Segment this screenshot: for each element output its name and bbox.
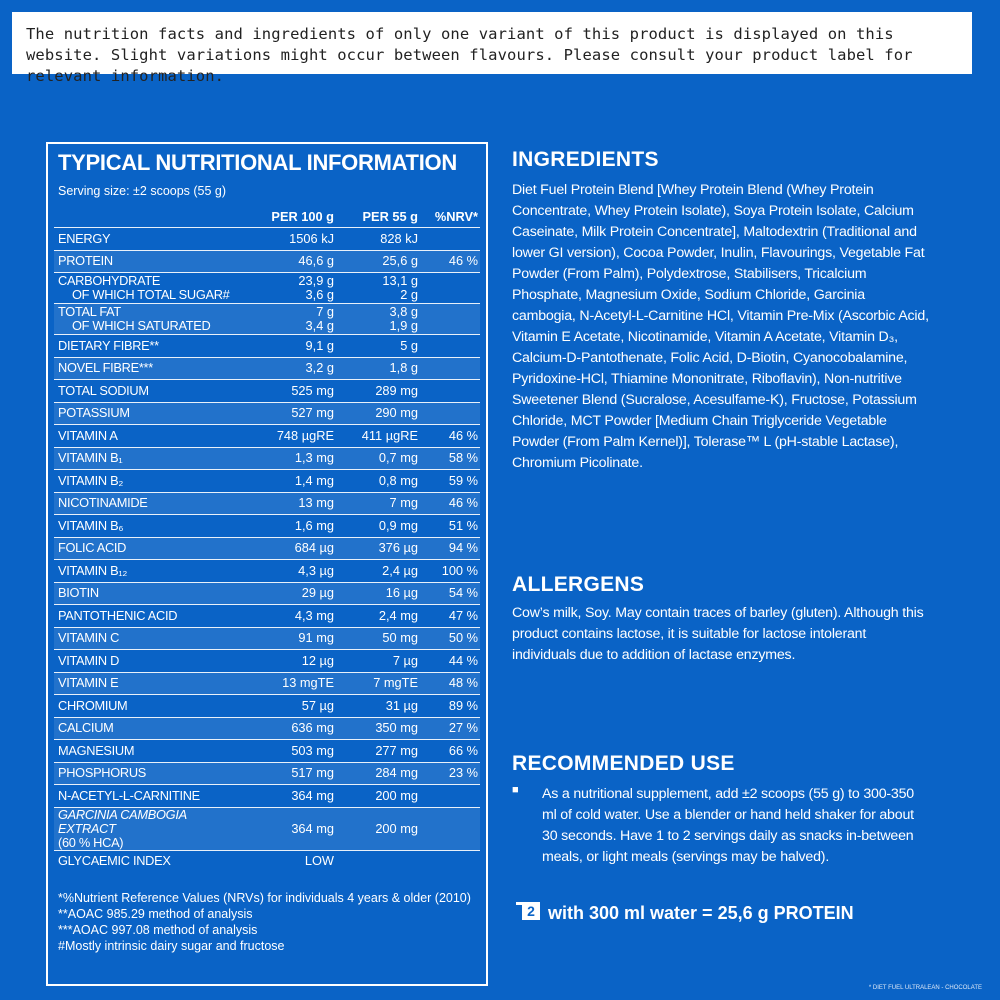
- value: 7 µg: [392, 652, 418, 668]
- value-per55: [336, 470, 420, 493]
- table-row: [54, 357, 480, 380]
- nutrient-name: [54, 425, 248, 448]
- recommended-heading: RECOMMENDED USE: [512, 752, 735, 775]
- table-row: [54, 807, 480, 850]
- value-per55: [336, 335, 420, 358]
- footnote: ***AOAC 997.08 method of analysis: [58, 923, 258, 937]
- value-per100: [248, 807, 336, 850]
- value-nrv: 54 %: [420, 582, 480, 605]
- value-sub: 3,6 g: [305, 287, 334, 302]
- nutrient-sublabel: (60 % HCA): [58, 834, 124, 850]
- table-row: [54, 402, 480, 425]
- value: 7 mgTE: [373, 675, 418, 691]
- value-per100: [248, 537, 336, 560]
- value: 7 mg: [389, 495, 418, 511]
- table-row: [54, 560, 480, 583]
- value-per55: [336, 447, 420, 470]
- value-nrv: 27 %: [420, 717, 480, 740]
- value-sub: 3,4 g: [305, 318, 334, 333]
- value: 2,4 mg: [378, 607, 418, 623]
- nutrient-name: [54, 672, 248, 695]
- value-per55: [336, 807, 420, 850]
- table-row: [54, 335, 480, 358]
- nutrient-label: N-ACETYL-L-CARNITINE: [58, 787, 200, 803]
- ingredients-heading: INGREDIENTS: [512, 148, 659, 171]
- value: 3,8 g: [389, 304, 418, 319]
- allergens-text: Cow’s milk, Soy. May contain traces of barley (gluten). Although this product contains lactose, it is suitable for lactose intolerant individuals due to addition of lactase enzymes.: [512, 605, 924, 663]
- nutrient-name: [54, 273, 248, 304]
- value-per100: [248, 425, 336, 448]
- value-per100: [248, 273, 336, 304]
- value-nrv: [420, 785, 480, 808]
- table-row: [54, 537, 480, 560]
- table-row: [54, 470, 480, 493]
- header-per100: PER 100 g: [271, 208, 334, 224]
- nutrient-label: NICOTINAMIDE: [58, 495, 148, 511]
- value-per55: [336, 560, 420, 583]
- nutrient-name: [54, 807, 248, 850]
- value-per55: [336, 402, 420, 425]
- nutrient-label: VITAMIN E: [58, 675, 119, 691]
- value-nrv: 46 %: [420, 250, 480, 273]
- value: 527 mg: [291, 405, 334, 421]
- nutrient-name: [54, 515, 248, 538]
- bullet-icon: ■: [512, 784, 519, 796]
- value-sub: 1,9 g: [389, 318, 418, 333]
- table-row: [54, 492, 480, 515]
- value: 16 µg: [385, 585, 418, 601]
- value: 364 mg: [291, 787, 334, 803]
- nutrient-label: VITAMIN A: [58, 427, 118, 443]
- table-row: [54, 447, 480, 470]
- value-per55: [336, 492, 420, 515]
- ingredients-text: Diet Fuel Protein Blend [Whey Protein Blend (Whey Protein Concentrate, Whey Protein Isolate), Soya Protein Isolate, Calcium Caseinate, Milk Protein Concentrate], Maltodextrin (Traditional and lower GI version), Cocoa Powder, Inulin, Flavourings, Vegetable Fat Powder (From Palm), Polydextrose, Stabilisers, Tricalcium Phosphate, Magnesium Oxide, Sodium Chloride, Garcinia cambogia, N-Acetyl-L-Carnitine HCl, Vitamin Pre-Mix (Ascorbic Acid, Vitamin E Acetate, Nicotinamide, Vitamin A Acetate, Vitamin D₃, Calcium-D-Pantothenate, Folic Acid, D-Biotin, Cyanocobalamine, Pyridoxine-HCl, Thiamine Mononitrate, Riboflavin), Non-nutritive Sweetener Blend (Sucralose, Acesulfame-K), Fructose, Potassium Chloride, MCT Powder [Medium Chain Triglyceride Vegetable Powder (From Palm Kernel)], Tolerase™ L (pH-stable Lactase), Chromium Picolinate.: [512, 182, 929, 471]
- table-row: [54, 672, 480, 695]
- value-nrv: 51 %: [420, 515, 480, 538]
- table-row: [54, 695, 480, 718]
- table-row: [54, 515, 480, 538]
- value-per100: [248, 740, 336, 763]
- nutrient-name: [54, 627, 248, 650]
- nutrient-label: VITAMIN B₂: [58, 472, 124, 488]
- value-nrv: 50 %: [420, 627, 480, 650]
- value-nrv: [420, 402, 480, 425]
- nutrient-label: POTASSIUM: [58, 405, 130, 421]
- nutrient-name: [54, 470, 248, 493]
- value-per55: [336, 850, 420, 872]
- value-per55: [336, 627, 420, 650]
- protein-line-text: with 300 ml water = 25,6 g PROTEIN: [548, 902, 854, 923]
- nutrient-name: [54, 335, 248, 358]
- value: 23,9 g: [298, 273, 334, 288]
- value-nrv: 58 %: [420, 447, 480, 470]
- value-per55: [336, 717, 420, 740]
- value: 4,3 µg: [298, 562, 334, 578]
- value: 277 mg: [375, 742, 418, 758]
- value-per55: [336, 380, 420, 403]
- value-nrv: 44 %: [420, 650, 480, 673]
- table-row: [54, 717, 480, 740]
- nutrient-label: VITAMIN B₁₂: [58, 562, 128, 578]
- value: 9,1 g: [305, 337, 334, 353]
- table-row: [54, 605, 480, 628]
- value: 1,8 g: [389, 360, 418, 376]
- value-per100: [248, 650, 336, 673]
- nutrition-table: [54, 206, 480, 872]
- value: 200 mg: [375, 787, 418, 803]
- value: 1,3 mg: [294, 450, 334, 466]
- value-per55: [336, 785, 420, 808]
- nutrient-label: VITAMIN B₁: [58, 450, 123, 466]
- value: 12 µg: [301, 652, 334, 668]
- nutrient-name: [54, 740, 248, 763]
- nutrition-title: TYPICAL NUTRITIONAL INFORMATION: [58, 150, 457, 175]
- nutrient-name: [54, 402, 248, 425]
- table-row: [54, 228, 480, 251]
- table-row: [54, 273, 480, 304]
- value-per100: [248, 447, 336, 470]
- value-nrv: [420, 357, 480, 380]
- header-nrv: %NRV*: [434, 208, 478, 224]
- value-per55: [336, 605, 420, 628]
- nutrient-name: [54, 762, 248, 785]
- value-per55: [336, 537, 420, 560]
- value: 3,2 g: [305, 360, 334, 376]
- table-row: [54, 762, 480, 785]
- nutrient-label: VITAMIN D: [58, 652, 120, 668]
- value-per55: [336, 695, 420, 718]
- nutrient-name: [54, 250, 248, 273]
- footnote: #Mostly intrinsic dairy sugar and fructose: [58, 939, 285, 953]
- value-per100: [248, 850, 336, 872]
- value: 525 mg: [291, 382, 334, 398]
- footnotes: [58, 890, 478, 954]
- value: 4,3 mg: [294, 607, 334, 623]
- protein-summary: [516, 902, 854, 924]
- table-row: [54, 850, 480, 872]
- value-per55: [336, 304, 420, 335]
- value: 1506 kJ: [289, 230, 334, 246]
- nutrient-name: [54, 695, 248, 718]
- value: 7 g: [316, 304, 334, 319]
- nutrient-sublabel: OF WHICH TOTAL SUGAR#: [72, 287, 230, 302]
- value-per100: [248, 785, 336, 808]
- nutrient-name: [54, 717, 248, 740]
- nutrition-panel: [46, 142, 488, 986]
- value: 290 mg: [375, 405, 418, 421]
- nutrient-name: [54, 850, 248, 872]
- nutrient-name: [54, 560, 248, 583]
- value: 1,4 mg: [294, 472, 334, 488]
- value-per100: [248, 250, 336, 273]
- nutrient-label: TOTAL SODIUM: [58, 382, 149, 398]
- value: 364 mg: [291, 820, 334, 836]
- value-per100: [248, 762, 336, 785]
- value-nrv: 94 %: [420, 537, 480, 560]
- value-per100: [248, 228, 336, 251]
- value-per100: [248, 470, 336, 493]
- value-sub: 2 g: [400, 287, 418, 302]
- disclaimer-banner: The nutrition facts and ingredients of only one variant of this product is displayed on this website. Slight variations might occur between flavours. Please consult your product label for relevant information.: [12, 12, 972, 74]
- value: 376 µg: [378, 540, 418, 556]
- value: 517 mg: [291, 765, 334, 781]
- table-row: [54, 425, 480, 448]
- value: 2,4 µg: [382, 562, 418, 578]
- value-per100: [248, 402, 336, 425]
- nutrient-name: [54, 492, 248, 515]
- footnote: **AOAC 985.29 method of analysis: [58, 907, 253, 921]
- value: 31 µg: [385, 697, 418, 713]
- value: 13,1 g: [382, 273, 418, 288]
- value-per55: [336, 672, 420, 695]
- value: 636 mg: [291, 720, 334, 736]
- value: 1,6 mg: [294, 517, 334, 533]
- nutrient-name: [54, 650, 248, 673]
- nutrient-label: CARBOHYDRATE: [58, 273, 161, 288]
- value-nrv: [420, 850, 480, 872]
- value-per55: [336, 740, 420, 763]
- value: 503 mg: [291, 742, 334, 758]
- value-per100: [248, 304, 336, 335]
- value: 284 mg: [375, 765, 418, 781]
- value-per100: [248, 672, 336, 695]
- nutrient-label: TOTAL FAT: [58, 304, 121, 319]
- value-per100: [248, 492, 336, 515]
- value: 13 mg: [298, 495, 334, 511]
- value: 25,6 g: [382, 253, 418, 269]
- value: 828 kJ: [380, 230, 418, 246]
- nutrient-label: FOLIC ACID: [58, 540, 127, 556]
- value-nrv: 46 %: [420, 425, 480, 448]
- value: 411 µgRE: [361, 427, 418, 443]
- value-per55: [336, 582, 420, 605]
- scoop-count: 2: [522, 902, 540, 920]
- footnote: *%Nutrient Reference Values (NRVs) for individuals 4 years & older (2010): [58, 891, 471, 905]
- nutrient-label: PHOSPHORUS: [58, 765, 147, 781]
- value-nrv: 89 %: [420, 695, 480, 718]
- value: 57 µg: [301, 697, 334, 713]
- value-nrv: 59 %: [420, 470, 480, 493]
- nutrient-name: [54, 228, 248, 251]
- table-row: [54, 627, 480, 650]
- value: 200 mg: [375, 820, 418, 836]
- value: 46,6 g: [298, 253, 334, 269]
- value-nrv: [420, 807, 480, 850]
- value-per100: [248, 335, 336, 358]
- value-per55: [336, 425, 420, 448]
- value-nrv: 47 %: [420, 605, 480, 628]
- value: LOW: [304, 853, 334, 869]
- table-row: [54, 582, 480, 605]
- serving-size: Serving size: ±2 scoops (55 g): [58, 184, 227, 198]
- table-row: [54, 304, 480, 335]
- nutrient-label: PANTOTHENIC ACID: [58, 607, 178, 623]
- recommended-block: [512, 784, 932, 868]
- value-per55: [336, 228, 420, 251]
- nutrient-label: VITAMIN C: [58, 630, 120, 646]
- nutrient-name: [54, 537, 248, 560]
- nutrient-label: VITAMIN B₆: [58, 517, 124, 533]
- value-nrv: [420, 273, 480, 304]
- value: 29 µg: [301, 585, 334, 601]
- nutrient-label: ENERGY: [58, 230, 111, 246]
- nutrient-label: GLYCAEMIC INDEX: [58, 853, 171, 869]
- product-small-print: * DIET FUEL ULTRALEAN - CHOCOLATE: [868, 985, 982, 991]
- value-nrv: 66 %: [420, 740, 480, 763]
- value-per55: [336, 273, 420, 304]
- value-nrv: 100 %: [420, 560, 480, 583]
- value-per55: [336, 250, 420, 273]
- nutrient-name: [54, 357, 248, 380]
- value: 350 mg: [375, 720, 418, 736]
- nutrient-label: GARCINIA CAMBOGIA EXTRACT: [58, 806, 187, 836]
- value: 50 mg: [382, 630, 418, 646]
- scoop-icon: [516, 902, 542, 924]
- table-row: [54, 250, 480, 273]
- value-per55: [336, 357, 420, 380]
- recommended-text: As a nutritional supplement, add ±2 scoops (55 g) to 300-350 ml of cold water. Use a blender or hand held shaker for about 30 seconds. Have 1 to 2 servings daily as snacks in-between meals, or light meals (servings may be halved).: [542, 786, 914, 865]
- table-row: [54, 380, 480, 403]
- value-nrv: [420, 335, 480, 358]
- allergens-heading: ALLERGENS: [512, 573, 645, 596]
- value-per100: [248, 357, 336, 380]
- nutrient-label: NOVEL FIBRE***: [58, 360, 153, 376]
- value: 684 µg: [294, 540, 334, 556]
- nutrient-name: [54, 380, 248, 403]
- nutrient-label: CHROMIUM: [58, 697, 128, 713]
- value-nrv: [420, 304, 480, 335]
- value-per100: [248, 560, 336, 583]
- value-nrv: 46 %: [420, 492, 480, 515]
- value-per100: [248, 380, 336, 403]
- value-per55: [336, 515, 420, 538]
- nutrient-name: [54, 582, 248, 605]
- value-per55: [336, 762, 420, 785]
- value-nrv: [420, 228, 480, 251]
- value: 748 µgRE: [276, 427, 334, 443]
- nutrient-label: DIETARY FIBRE**: [58, 337, 159, 353]
- value: 91 mg: [298, 630, 334, 646]
- value-per100: [248, 627, 336, 650]
- value-per100: [248, 605, 336, 628]
- table-row: [54, 785, 480, 808]
- value: 0,9 mg: [378, 517, 418, 533]
- value-per100: [248, 582, 336, 605]
- nutrient-label: CALCIUM: [58, 720, 114, 736]
- value: 13 mgTE: [282, 675, 334, 691]
- nutrient-label: MAGNESIUM: [58, 742, 135, 758]
- nutrient-label: BIOTIN: [58, 585, 99, 601]
- value: 5 g: [400, 337, 418, 353]
- value-nrv: [420, 380, 480, 403]
- header-per55: PER 55 g: [362, 208, 418, 224]
- value-nrv: 48 %: [420, 672, 480, 695]
- table-row: [54, 740, 480, 763]
- table-row: [54, 650, 480, 673]
- value-per100: [248, 515, 336, 538]
- nutrient-name: [54, 785, 248, 808]
- nutrient-name: [54, 605, 248, 628]
- nutrient-name: [54, 304, 248, 335]
- value: 0,8 mg: [378, 472, 418, 488]
- value-nrv: 23 %: [420, 762, 480, 785]
- value-per55: [336, 650, 420, 673]
- value-per100: [248, 695, 336, 718]
- nutrient-label: PROTEIN: [58, 253, 113, 269]
- value: 0,7 mg: [378, 450, 418, 466]
- value: 289 mg: [375, 382, 418, 398]
- nutrient-name: [54, 447, 248, 470]
- value-per100: [248, 717, 336, 740]
- nutrient-sublabel: OF WHICH SATURATED: [72, 318, 211, 333]
